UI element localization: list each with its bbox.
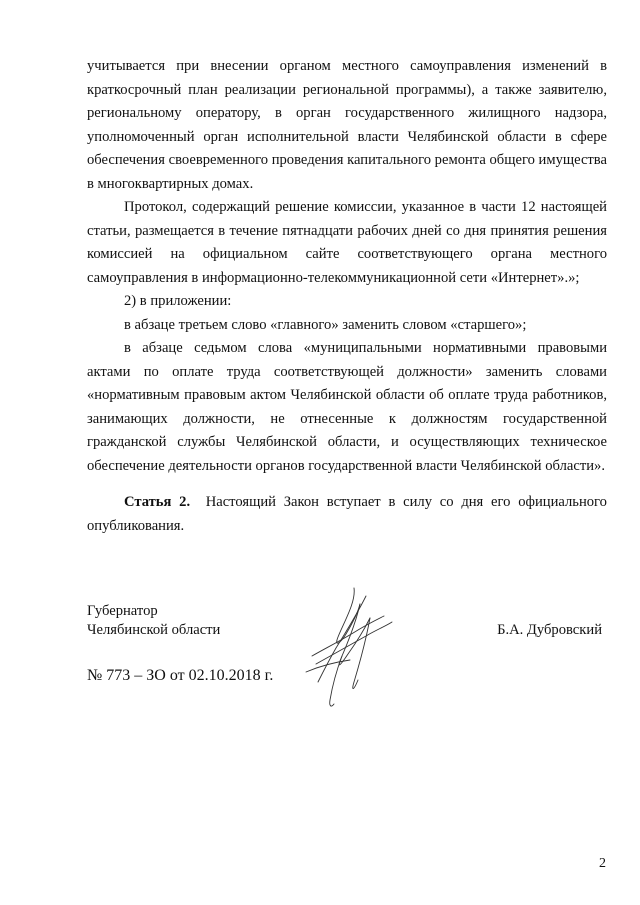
paragraph-1: учитывается при внесении органом местного самоуправления изменений в краткосрочный план реализации региональной программы), а также заявителю, региональному оператору, в орган государственного жилищного надзора, уполномоченный орган исполнительной власти Челябинской области в сфере обеспечения своевременного проведения капитального ремонта общего имущества в многоквартирных домах. xyxy=(87,58,607,192)
spacer xyxy=(87,478,607,491)
paragraph-5: в абзаце седьмом слова «муниципальными нормативными правовыми актами по оплате труда соответствующей должности» заменить словами «нормативным правовым актом Челябинской области об оплате труда работников, занимающих должности, не отнесенные к должностям государственной гражданской службы Челябинской области, и осуществляющих техническое обеспечение деятельности органов государственной власти Челябинской области». xyxy=(87,340,607,474)
law-number: № 773 – ЗО от 02.10.2018 г. xyxy=(87,667,274,684)
handwritten-signature xyxy=(296,582,406,712)
paragraph-2: Протокол, содержащий решение комиссии, указанное в части 12 настоящей статьи, размещается в течение пятнадцати рабочих дней со дня принятия решения комиссией на официальном сайте соответствующего органа местного самоуправления в информационно-телекоммуникационной сети «Интернет».»; xyxy=(87,199,607,286)
article-2-paragraph xyxy=(87,491,607,538)
signatory-title xyxy=(87,602,220,640)
signatory-title-line-2: Челябинской области xyxy=(87,622,221,638)
document-body xyxy=(87,55,607,538)
signatory-title-line-1: Губернатор xyxy=(87,603,158,619)
article-2 xyxy=(87,491,607,538)
page-number: 2 xyxy=(599,856,606,871)
paragraph-3: 2) в приложении: xyxy=(124,293,232,309)
paragraph-4: в абзаце третьем слово «главного» заменить словом «старшего»; xyxy=(124,316,527,333)
article-text: Настоящий Закон вступает в силу со дня его официального опубликования. xyxy=(87,494,607,534)
signatory-name: Б.А. Дубровский xyxy=(497,622,602,638)
article-label: Статья 2. xyxy=(124,494,191,510)
